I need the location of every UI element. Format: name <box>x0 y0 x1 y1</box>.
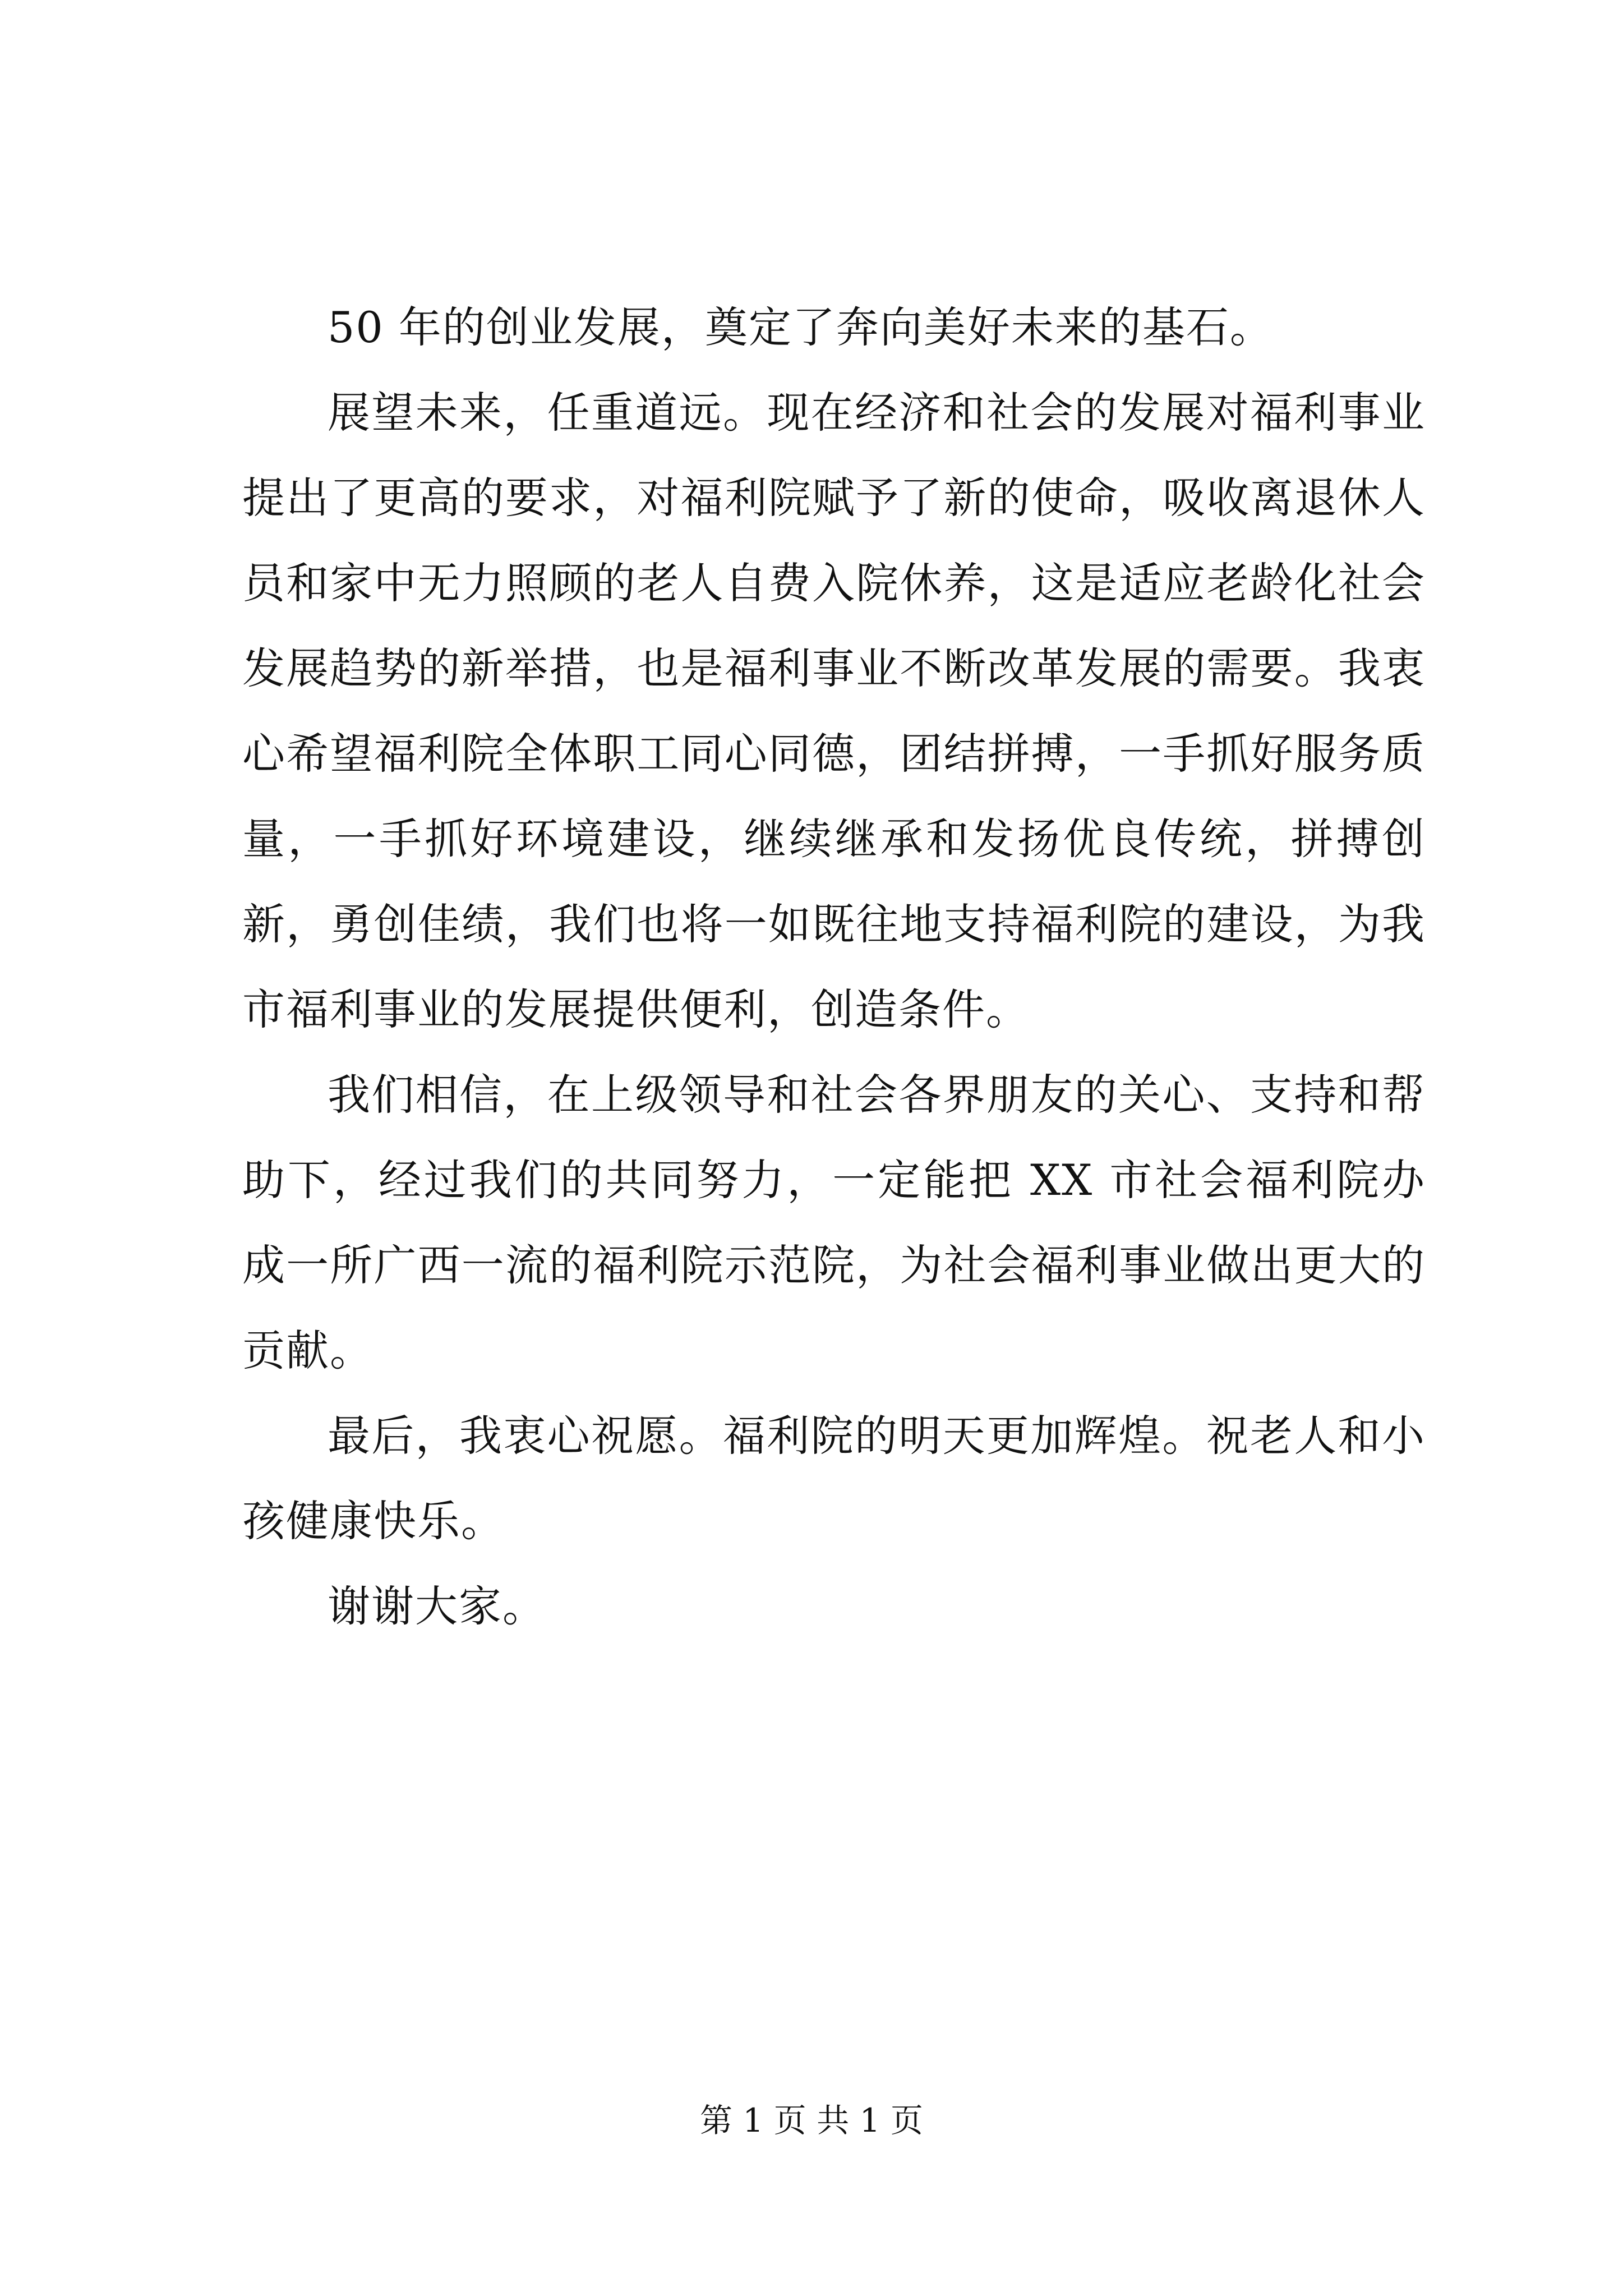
paragraph-wishes: 最后，我衷心祝愿。福利院的明天更加辉煌。祝老人和小孩健康快乐。 <box>242 1411 1426 1546</box>
paragraph-outlook: 展望未来，任重道远。现在经济和社会的发展对福利事业提出了更高的要求，对福利院赋予了新的使命，吸收离退休人员和家中无力照顾的老人自费入院休养，这是适应老龄化社会发展趋势的新举措，也是福利事业不断改革发展的需要。我衷心希望福利院全体职工同心同德，团结拼搏，一手抓好服务质量，一手抓好环境建设，继续继承和发扬优良传统，拼搏创新，勇创佳绩，我们也将一如既往地支持福利院的建设，为我市福利事业的发展提供便利，创造条件。 <box>242 388 1426 1034</box>
document-body <box>242 285 1426 1649</box>
paragraph-belief: 我们相信，在上级领导和社会各界朋友的关心、支持和帮助下，经过我们的共同努力，一定能把 XX 市社会福利院办成一所广西一流的福利院示范院，为社会福利事业做出更大的贡献。 <box>242 1070 1426 1375</box>
page-footer: 第 1 页 共 1 页 <box>700 2101 923 2139</box>
paragraph-thanks: 谢谢大家。 <box>328 1581 546 1631</box>
paragraph-foundation: 50 年的创业发展，奠定了奔向美好未来的基石。 <box>328 302 1274 352</box>
